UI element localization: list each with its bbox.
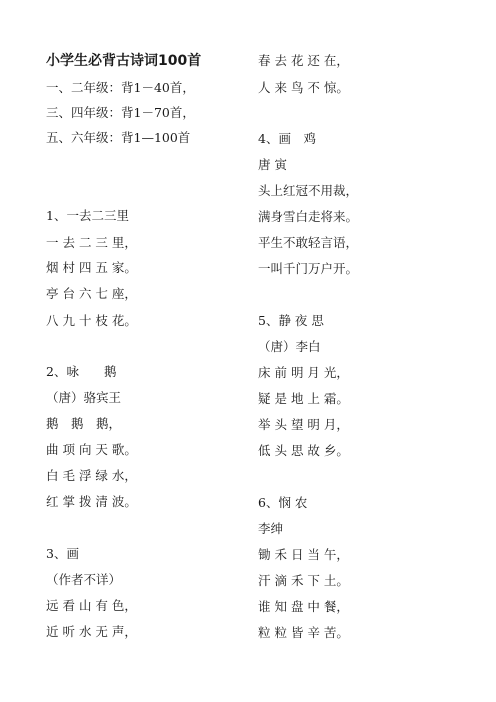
grade-note-3: 五、六年级：背1—100首 [46,130,191,145]
poem-5-line-2: 疑 是 地 上 霜。 [258,391,349,406]
poem-1-line-2: 烟 村 四 五 家。 [46,260,137,275]
poem-1-line-4: 八 九 十 枝 花。 [46,313,137,328]
poem-4-author: 唐 寅 [258,157,287,172]
poem-4-line-1: 头上红冠不用裁， [258,183,359,198]
poem-6-line-1: 锄 禾 日 当 午， [258,547,349,562]
poem-3-line-3: 春 去 花 还 在， [258,53,349,68]
poem-2-line-2: 曲 项 向 天 歌。 [46,442,137,457]
poem-5-line-1: 床 前 明 月 光， [258,365,349,380]
poem-2-line-4: 红 掌 拨 清 波。 [46,494,137,509]
poem-4-line-4: 一叫千门万户开。 [258,261,359,276]
poem-3-line-2: 近 听 水 无 声， [46,624,137,639]
poem-6-line-3: 谁 知 盘 中 餐， [258,599,349,614]
poem-2-line-3: 白 毛 浮 绿 水， [46,468,137,483]
poem-5-line-3: 举 头 望 明 月， [258,417,349,432]
poem-6-heading: 6、悯 农 [258,495,308,510]
poem-2-author: （唐）骆宾王 [46,390,122,405]
poem-3-line-1: 远 看 山 有 色， [46,598,137,613]
poem-4-heading: 4、画 鸡 [258,131,316,146]
poem-5-line-4: 低 头 思 故 乡。 [258,443,349,458]
poem-1-heading: 1、一去二三里 [46,208,129,223]
poem-6-line-2: 汗 滴 禾 下 土。 [258,573,349,588]
document-title: 小学生必背古诗词100首 [46,53,202,69]
poem-2-heading: 2、咏 鹅 [46,364,117,379]
poem-4-line-3: 平生不敢轻言语， [258,235,359,250]
poem-1-line-1: 一 去 二 三 里， [46,235,137,250]
poem-4-line-2: 满身雪白走将来。 [258,209,359,224]
poem-5-heading: 5、静 夜 思 [258,313,324,328]
poem-6-author: 李绅 [258,521,284,536]
poem-3-heading: 3、画 [46,546,79,561]
grade-note-2: 三、四年级：背1－70首， [46,105,195,120]
poem-5-author: （唐）李白 [258,339,321,354]
poem-3-line-4: 人 来 鸟 不 惊。 [258,80,349,95]
grade-note-1: 一、二年级：背1－40首， [46,80,195,95]
poem-1-line-3: 亭 台 六 七 座， [46,286,137,301]
poem-2-line-1: 鹅 鹅 鹅， [46,416,122,431]
poem-3-author: （作者不详） [46,572,122,587]
poem-6-line-4: 粒 粒 皆 辛 苦。 [258,625,349,640]
